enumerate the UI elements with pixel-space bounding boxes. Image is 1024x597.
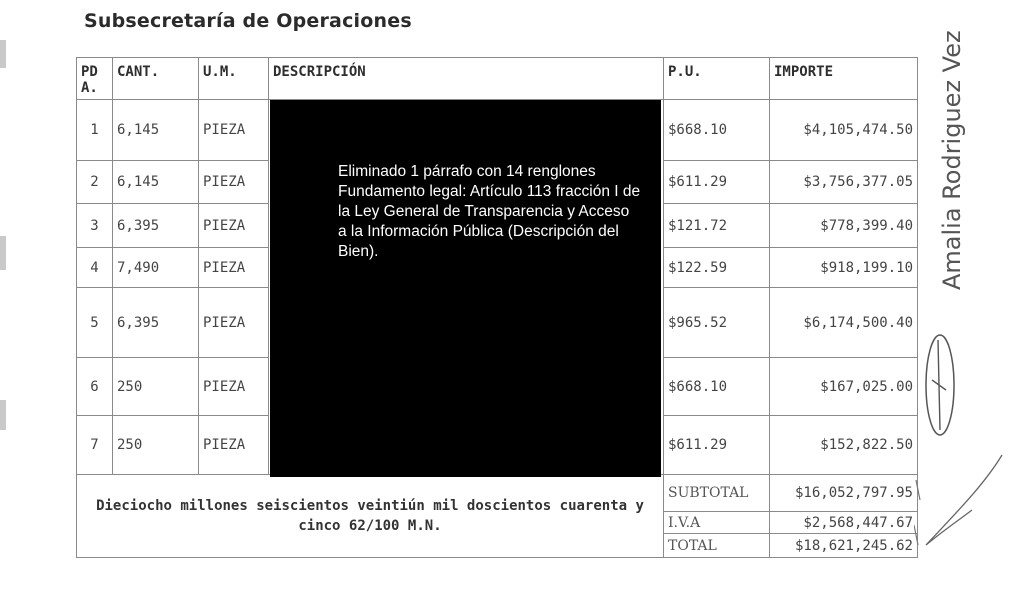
row-importe: $4,105,474.50 <box>770 100 918 161</box>
amount-in-words: Dieciocho millones seiscientos veintiún mil doscientos cuarenta y cinco 62/100 M.N. <box>77 475 664 558</box>
row-pu: $965.52 <box>664 288 770 358</box>
row-cant: 250 <box>113 358 199 416</box>
row-cant: 250 <box>113 416 199 475</box>
row-pda: 4 <box>77 248 113 288</box>
redaction-text: Eliminado 1 párrafo con 14 renglones Fundamento legal: Artículo 113 fracción I de la Ley General de Transparencia y Acceso a la Información Pública (Descripción del Bien). <box>338 163 641 260</box>
row-pu: $611.29 <box>664 416 770 475</box>
page-title: Subsecretaría de Operaciones <box>84 10 412 32</box>
total-value: $18,621,245.62 <box>770 534 918 558</box>
signature-text: Amalia Rodriguez Vez <box>938 30 966 290</box>
row-um: PIEZA <box>199 161 269 204</box>
row-um: PIEZA <box>199 204 269 248</box>
subtotal-row <box>77 475 918 512</box>
row-cant: 6,395 <box>113 288 199 358</box>
row-cant: 6,395 <box>113 204 199 248</box>
signature-tick <box>914 480 920 545</box>
row-pda: 7 <box>77 416 113 475</box>
row-pda: 5 <box>77 288 113 358</box>
iva-label: I.V.A <box>664 512 770 534</box>
total-label: TOTAL <box>664 534 770 558</box>
row-pda: 1 <box>77 100 113 161</box>
row-importe: $3,756,377.05 <box>770 161 918 204</box>
iva-value: $2,568,447.67 <box>770 512 918 534</box>
row-importe: $778,399.40 <box>770 204 918 248</box>
row-um: PIEZA <box>199 358 269 416</box>
handwritten-signature <box>914 0 1024 597</box>
row-pu: $668.10 <box>664 100 770 161</box>
row-pda: 2 <box>77 161 113 204</box>
signature-stroke <box>926 455 1002 545</box>
row-um: PIEZA <box>199 100 269 161</box>
subtotal-value: $16,052,797.95 <box>770 475 918 512</box>
row-pu: $668.10 <box>664 358 770 416</box>
scan-mark <box>0 40 6 68</box>
row-cant: 6,145 <box>113 100 199 161</box>
header-importe: IMPORTE <box>770 58 918 100</box>
row-pda: 6 <box>77 358 113 416</box>
row-pu: $121.72 <box>664 204 770 248</box>
row-cant: 6,145 <box>113 161 199 204</box>
subtotal-label: SUBTOTAL <box>664 475 770 512</box>
scan-mark <box>0 400 6 430</box>
redaction-box <box>270 100 661 477</box>
header-cant: CANT. <box>113 58 199 100</box>
row-um: PIEZA <box>199 288 269 358</box>
row-um: PIEZA <box>199 248 269 288</box>
row-importe: $918,199.10 <box>770 248 918 288</box>
header-pda: PD A. <box>77 58 113 100</box>
row-importe: $167,025.00 <box>770 358 918 416</box>
header-pu: P.U. <box>664 58 770 100</box>
scan-mark <box>0 236 6 270</box>
row-um: PIEZA <box>199 416 269 475</box>
table-header-row <box>77 58 918 100</box>
row-pu: $122.59 <box>664 248 770 288</box>
signature-mark <box>932 340 946 430</box>
row-pu: $611.29 <box>664 161 770 204</box>
row-pda: 3 <box>77 204 113 248</box>
row-cant: 7,490 <box>113 248 199 288</box>
header-um: U.M. <box>199 58 269 100</box>
header-descripcion: DESCRIPCIÓN <box>269 58 664 100</box>
row-importe: $6,174,500.40 <box>770 288 918 358</box>
row-importe: $152,822.50 <box>770 416 918 475</box>
